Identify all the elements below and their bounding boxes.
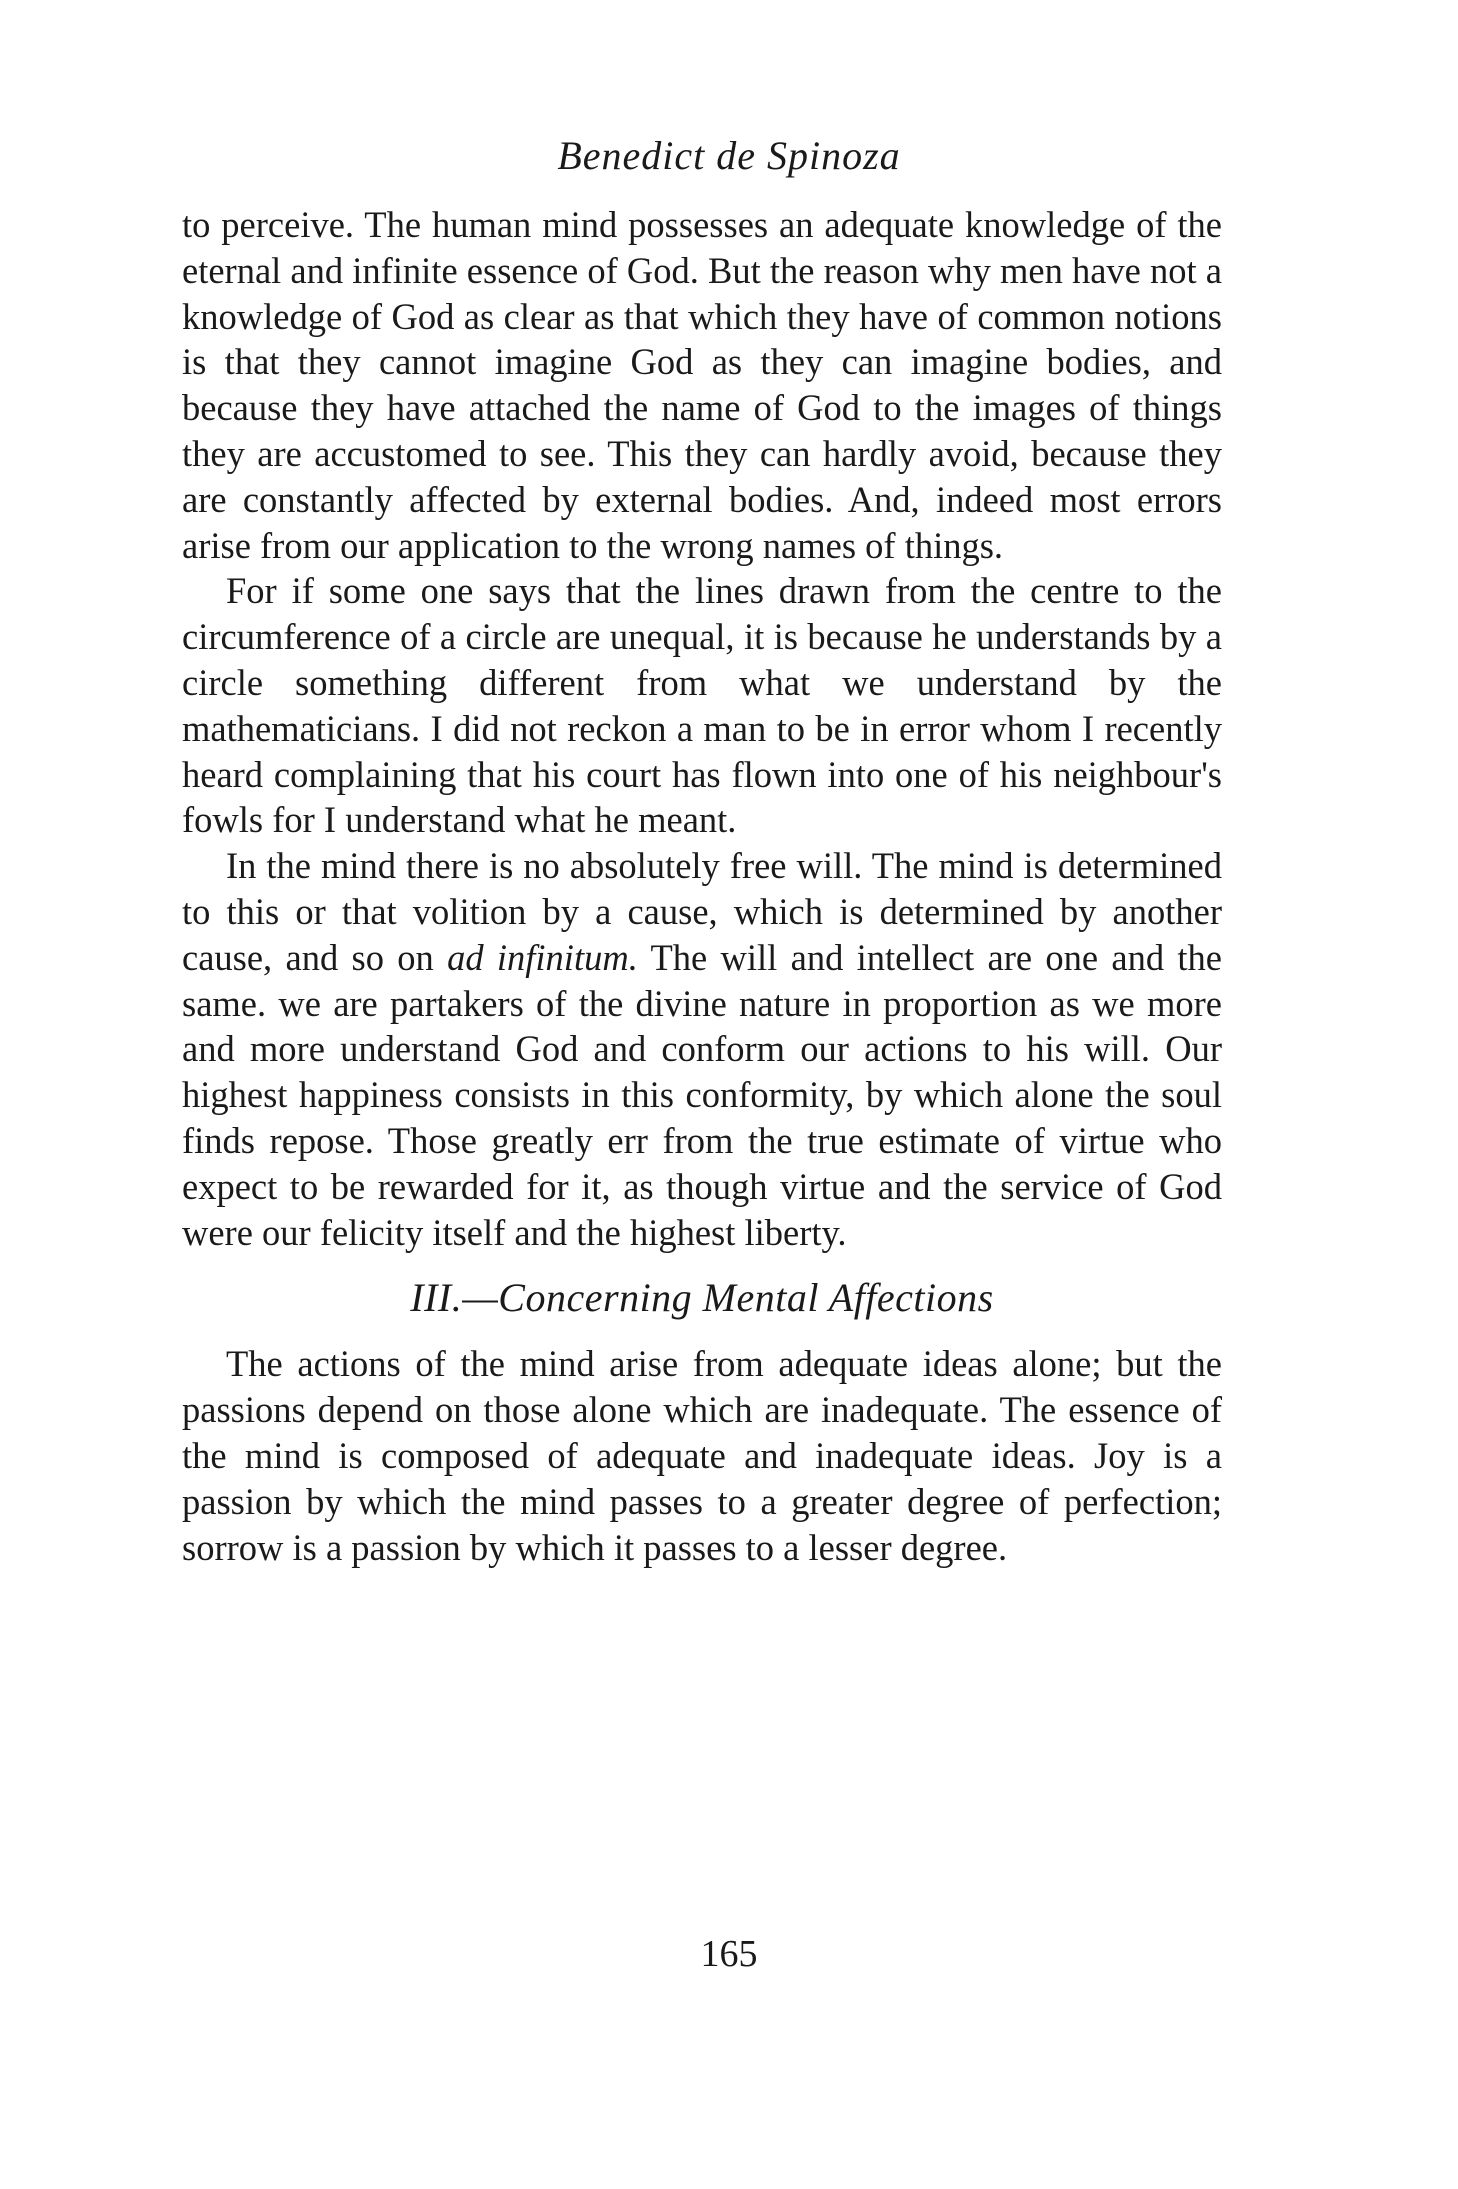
latin-phrase: ad infinitum. xyxy=(447,936,638,978)
page-number: 165 xyxy=(700,1933,758,1975)
section-heading: III.—Concerning Mental Affections xyxy=(410,1275,994,1321)
running-head: Benedict de Spinoza xyxy=(557,133,901,178)
paragraph-3-rest: The will and intellect are one and the same. we are partakers of the divine nature in proportion as we more and more understand God and conform our actions to his will. Our highest happiness consists in this conformity, by which alone the soul finds repose. Those greatly err from the true estimate of virtue who expect to be rewarded for it, as though virtue and the service of God were our felicity itself and the highest liberty. xyxy=(182,936,1222,1253)
paragraph-4: The actions of the mind arise from adequate ideas alone; but the passions depend on those alone which are inadequate. The essence of the mind is composed of adequate and inadequate ideas. Joy is a passion by which the mind passes to a greater degree of perfection; sorrow is a passion by which it passes to a lesser degree. xyxy=(182,1343,1222,1568)
paragraph-2: For if some one says that the lines drawn from the centre to the circumference of a circle are unequal, it is because he understands by a circle something different from what we understand by the mathematicians. I did not reckon a man to be in error whom I recently heard complaining that his court has flown into one of his neighbour's fowls for I understand what he meant. xyxy=(182,570,1222,841)
paragraph-3 xyxy=(182,843,1222,1255)
paragraph-3-lead: In the mind there is no absolutely free will. The mind is determined to this or that volition by a cause, which is determined by another cause, and so on xyxy=(182,845,1222,978)
paragraph-1: to perceive. The human mind possesses an adequate knowledge of the eternal and infinite essence of God. But the reason why men have not a knowledge of God as clear as that which they have of common notions is that they cannot imagine God as they can imagine bodies, and because they have attached the name of God to the images of things they are accustomed to see. This they can hardly avoid, because they are constantly affected by external bodies. And, indeed most errors arise from our application to the wrong names of things. xyxy=(182,204,1222,566)
body-text xyxy=(182,202,1222,1570)
